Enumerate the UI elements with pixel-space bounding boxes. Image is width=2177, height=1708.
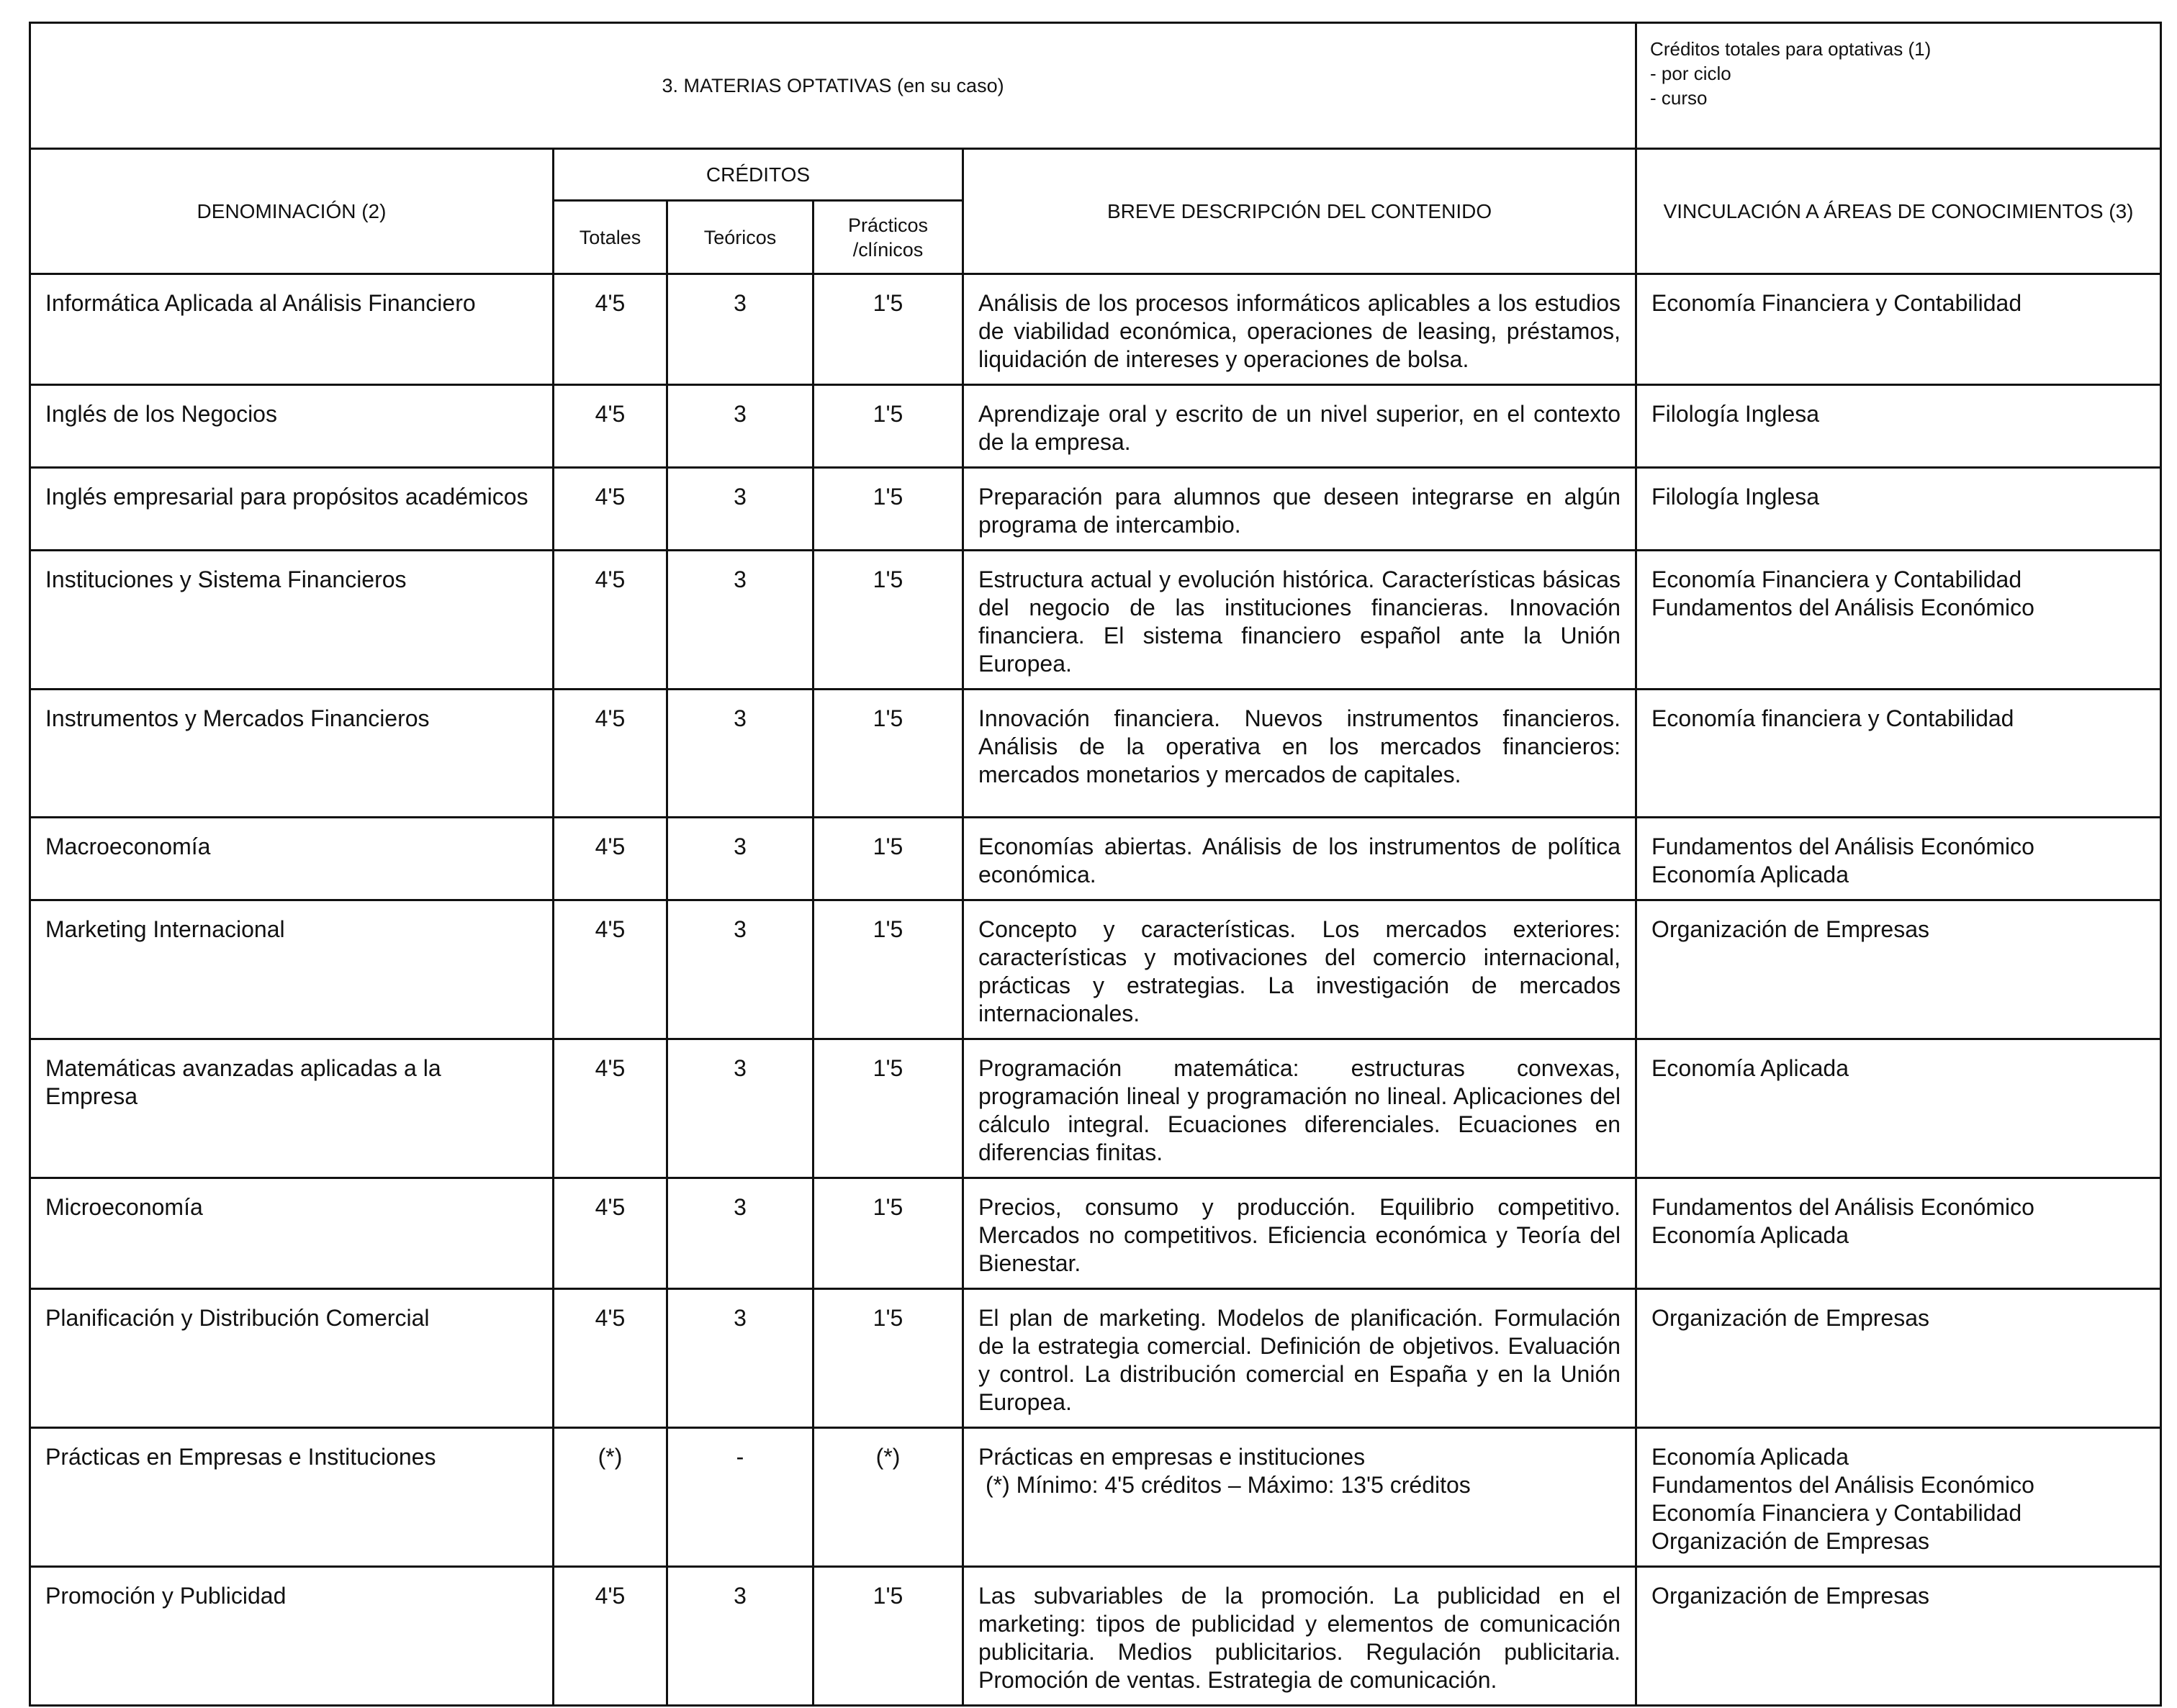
knowledge-area: Economía Aplicada <box>1651 1222 1849 1248</box>
knowledge-area: Fundamentos del Análisis Económico <box>1651 1194 2034 1220</box>
knowledge-areas <box>1636 385 2161 468</box>
subject-name: Matemáticas avanzadas aplicadas a la Empresa <box>30 1039 554 1178</box>
credits-practice: 1'5 <box>813 551 963 690</box>
credits-theory: 3 <box>667 468 813 551</box>
credits-practice: 1'5 <box>813 690 963 818</box>
credits-total: (*) <box>554 1428 667 1567</box>
knowledge-areas <box>1636 1039 2161 1178</box>
total-credits-box <box>1636 23 2161 149</box>
credits-total: 4'5 <box>554 385 667 468</box>
knowledge-area: Economía Financiera y Contabilidad <box>1651 566 2022 592</box>
col-header-totales: Totales <box>554 201 667 274</box>
table-row <box>30 551 2161 690</box>
credits-theory: 3 <box>667 1289 813 1428</box>
description-text: El plan de marketing. Modelos de planificación. Formulación de la estrategia comercial. Definición de objetivos. Evaluación y control. La distribución comercial en España y en la Unión Europea. <box>978 1305 1621 1415</box>
content-description <box>963 468 1636 551</box>
subject-name: Informática Aplicada al Análisis Financiero <box>30 274 554 385</box>
content-description <box>963 1567 1636 1706</box>
credits-practice: (*) <box>813 1428 963 1567</box>
content-description <box>963 1178 1636 1289</box>
credits-total: 4'5 <box>554 551 667 690</box>
subject-name: Instituciones y Sistema Financieros <box>30 551 554 690</box>
description-text: Innovación financiera. Nuevos instrumentos financieros. Análisis de la operativa en los mercados financieros: mercados monetarios y mercados de capitales. <box>978 705 1621 787</box>
col-header-vinculacion: VINCULACIÓN A ÁREAS DE CONOCIMIENTOS (3) <box>1636 149 2161 274</box>
credits-theory: 3 <box>667 1178 813 1289</box>
section-title: 3. MATERIAS OPTATIVAS (en su caso) <box>30 23 1636 149</box>
credits-practice: 1'5 <box>813 818 963 900</box>
credits-theory: 3 <box>667 1039 813 1178</box>
subject-name: Macroeconomía <box>30 818 554 900</box>
credits-practice: 1'5 <box>813 385 963 468</box>
knowledge-area: Economía Aplicada <box>1651 862 1849 887</box>
credits-total: 4'5 <box>554 1039 667 1178</box>
description-text: Concepto y características. Los mercados exteriores: características y motivaciones del comercio internacional, prácticas y estrategias. La investigación de mercados internacionales. <box>978 916 1621 1026</box>
knowledge-area: Economía Financiera y Contabilidad <box>1651 1500 2022 1526</box>
description-text: Prácticas en empresas e instituciones <box>978 1444 1366 1470</box>
credits-total: 4'5 <box>554 1178 667 1289</box>
description-text: Estructura actual y evolución histórica. Características básicas del negocio de las instituciones financieras. Innovación financiera. El sistema financiero español ante la Unión Europea. <box>978 566 1621 677</box>
knowledge-areas <box>1636 468 2161 551</box>
content-description <box>963 1289 1636 1428</box>
credits-theory: 3 <box>667 818 813 900</box>
table-row <box>30 1178 2161 1289</box>
content-description <box>963 900 1636 1039</box>
section-header-row <box>30 23 2161 149</box>
subject-name: Instrumentos y Mercados Financieros <box>30 690 554 818</box>
knowledge-area: Economía Financiera y Contabilidad <box>1651 290 2022 316</box>
knowledge-areas <box>1636 1178 2161 1289</box>
credits-theory: 3 <box>667 690 813 818</box>
knowledge-areas <box>1636 900 2161 1039</box>
subject-name: Inglés de los Negocios <box>30 385 554 468</box>
subject-name: Prácticas en Empresas e Instituciones <box>30 1428 554 1567</box>
knowledge-area: Organización de Empresas <box>1651 1305 1930 1331</box>
content-description <box>963 1039 1636 1178</box>
content-description <box>963 551 1636 690</box>
knowledge-areas <box>1636 690 2161 818</box>
table-row <box>30 690 2161 818</box>
column-header-row-1 <box>30 149 2161 201</box>
subject-name: Promoción y Publicidad <box>30 1567 554 1706</box>
table-row <box>30 274 2161 385</box>
optional-subjects-sheet <box>29 22 2160 1707</box>
knowledge-areas <box>1636 274 2161 385</box>
knowledge-area: Fundamentos del Análisis Económico <box>1651 833 2034 859</box>
subject-name: Microeconomía <box>30 1178 554 1289</box>
description-text: Las subvariables de la promoción. La publicidad en el marketing: tipos de publicidad y elementos de comunicación publicitaria. Medios publicitarios. Regulación publicitaria. Promoción de ventas. Estrategia de comunicación. <box>978 1583 1621 1693</box>
table-row <box>30 1428 2161 1567</box>
knowledge-areas <box>1636 818 2161 900</box>
col-header-teoricos: Teóricos <box>667 201 813 274</box>
content-description <box>963 1428 1636 1567</box>
knowledge-area: Fundamentos del Análisis Económico <box>1651 1472 2034 1498</box>
credits-theory: 3 <box>667 551 813 690</box>
col-header-practicos: Prácticos /clínicos <box>813 201 963 274</box>
credits-practice: 1'5 <box>813 1567 963 1706</box>
credits-practice: 1'5 <box>813 1178 963 1289</box>
knowledge-area: Fundamentos del Análisis Económico <box>1651 595 2034 620</box>
credits-total: 4'5 <box>554 818 667 900</box>
knowledge-area: Organización de Empresas <box>1651 1528 1930 1554</box>
credits-total: 4'5 <box>554 1289 667 1428</box>
col-header-creditos: CRÉDITOS <box>554 149 963 201</box>
knowledge-area: Filología Inglesa <box>1651 484 1820 510</box>
knowledge-areas <box>1636 1567 2161 1706</box>
credits-practice: 1'5 <box>813 274 963 385</box>
total-credits-title: Créditos totales para optativas (1) <box>1650 38 1932 60</box>
credits-total: 4'5 <box>554 274 667 385</box>
total-credits-per-cycle: - por ciclo <box>1650 63 1731 84</box>
content-description <box>963 385 1636 468</box>
table-row <box>30 468 2161 551</box>
credits-theory: - <box>667 1428 813 1567</box>
knowledge-area: Economía Aplicada <box>1651 1444 1849 1470</box>
knowledge-area: Organización de Empresas <box>1651 916 1930 942</box>
credits-total: 4'5 <box>554 1567 667 1706</box>
credits-theory: 3 <box>667 385 813 468</box>
table-row <box>30 818 2161 900</box>
col-header-descripcion: BREVE DESCRIPCIÓN DEL CONTENIDO <box>963 149 1636 274</box>
credits-total: 4'5 <box>554 900 667 1039</box>
description-note: (*) Mínimo: 4'5 créditos – Máximo: 13'5 créditos <box>986 1472 1471 1498</box>
total-credits-per-course: - curso <box>1650 87 1708 109</box>
credits-practice: 1'5 <box>813 468 963 551</box>
subject-name: Planificación y Distribución Comercial <box>30 1289 554 1428</box>
knowledge-areas <box>1636 1428 2161 1567</box>
table-row <box>30 1039 2161 1178</box>
content-description <box>963 818 1636 900</box>
knowledge-area: Organización de Empresas <box>1651 1583 1930 1609</box>
knowledge-areas <box>1636 1289 2161 1428</box>
credits-practice: 1'5 <box>813 1289 963 1428</box>
content-description <box>963 274 1636 385</box>
optional-subjects-table <box>29 22 2162 1707</box>
description-text: Preparación para alumnos que deseen integrarse en algún programa de intercambio. <box>978 484 1621 538</box>
subject-name: Marketing Internacional <box>30 900 554 1039</box>
credits-practice: 1'5 <box>813 1039 963 1178</box>
credits-theory: 3 <box>667 900 813 1039</box>
knowledge-area: Filología Inglesa <box>1651 401 1820 427</box>
description-text: Análisis de los procesos informáticos aplicables a los estudios de viabilidad económica, operaciones de leasing, préstamos, liquidación de intereses y operaciones de bolsa. <box>978 290 1621 372</box>
description-text: Economías abiertas. Análisis de los instrumentos de política económica. <box>978 833 1621 887</box>
table-row <box>30 1567 2161 1706</box>
knowledge-area: Economía Aplicada <box>1651 1055 1849 1081</box>
credits-total: 4'5 <box>554 468 667 551</box>
description-text: Programación matemática: estructuras convexas, programación lineal y programación no lineal. Aplicaciones del cálculo integral. Ecuaciones diferenciales. Ecuaciones en diferencias finitas. <box>978 1055 1621 1165</box>
content-description <box>963 690 1636 818</box>
knowledge-area: Economía financiera y Contabilidad <box>1651 705 2014 731</box>
credits-theory: 3 <box>667 1567 813 1706</box>
table-row <box>30 900 2161 1039</box>
table-row <box>30 385 2161 468</box>
description-text: Precios, consumo y producción. Equilibrio competitivo. Mercados no competitivos. Eficiencia económica y Teoría del Bienestar. <box>978 1194 1621 1276</box>
table-row <box>30 1289 2161 1428</box>
col-header-denominacion: DENOMINACIÓN (2) <box>30 149 554 274</box>
credits-total: 4'5 <box>554 690 667 818</box>
credits-practice: 1'5 <box>813 900 963 1039</box>
knowledge-areas <box>1636 551 2161 690</box>
subject-name: Inglés empresarial para propósitos académicos <box>30 468 554 551</box>
credits-theory: 3 <box>667 274 813 385</box>
description-text: Aprendizaje oral y escrito de un nivel superior, en el contexto de la empresa. <box>978 401 1621 455</box>
